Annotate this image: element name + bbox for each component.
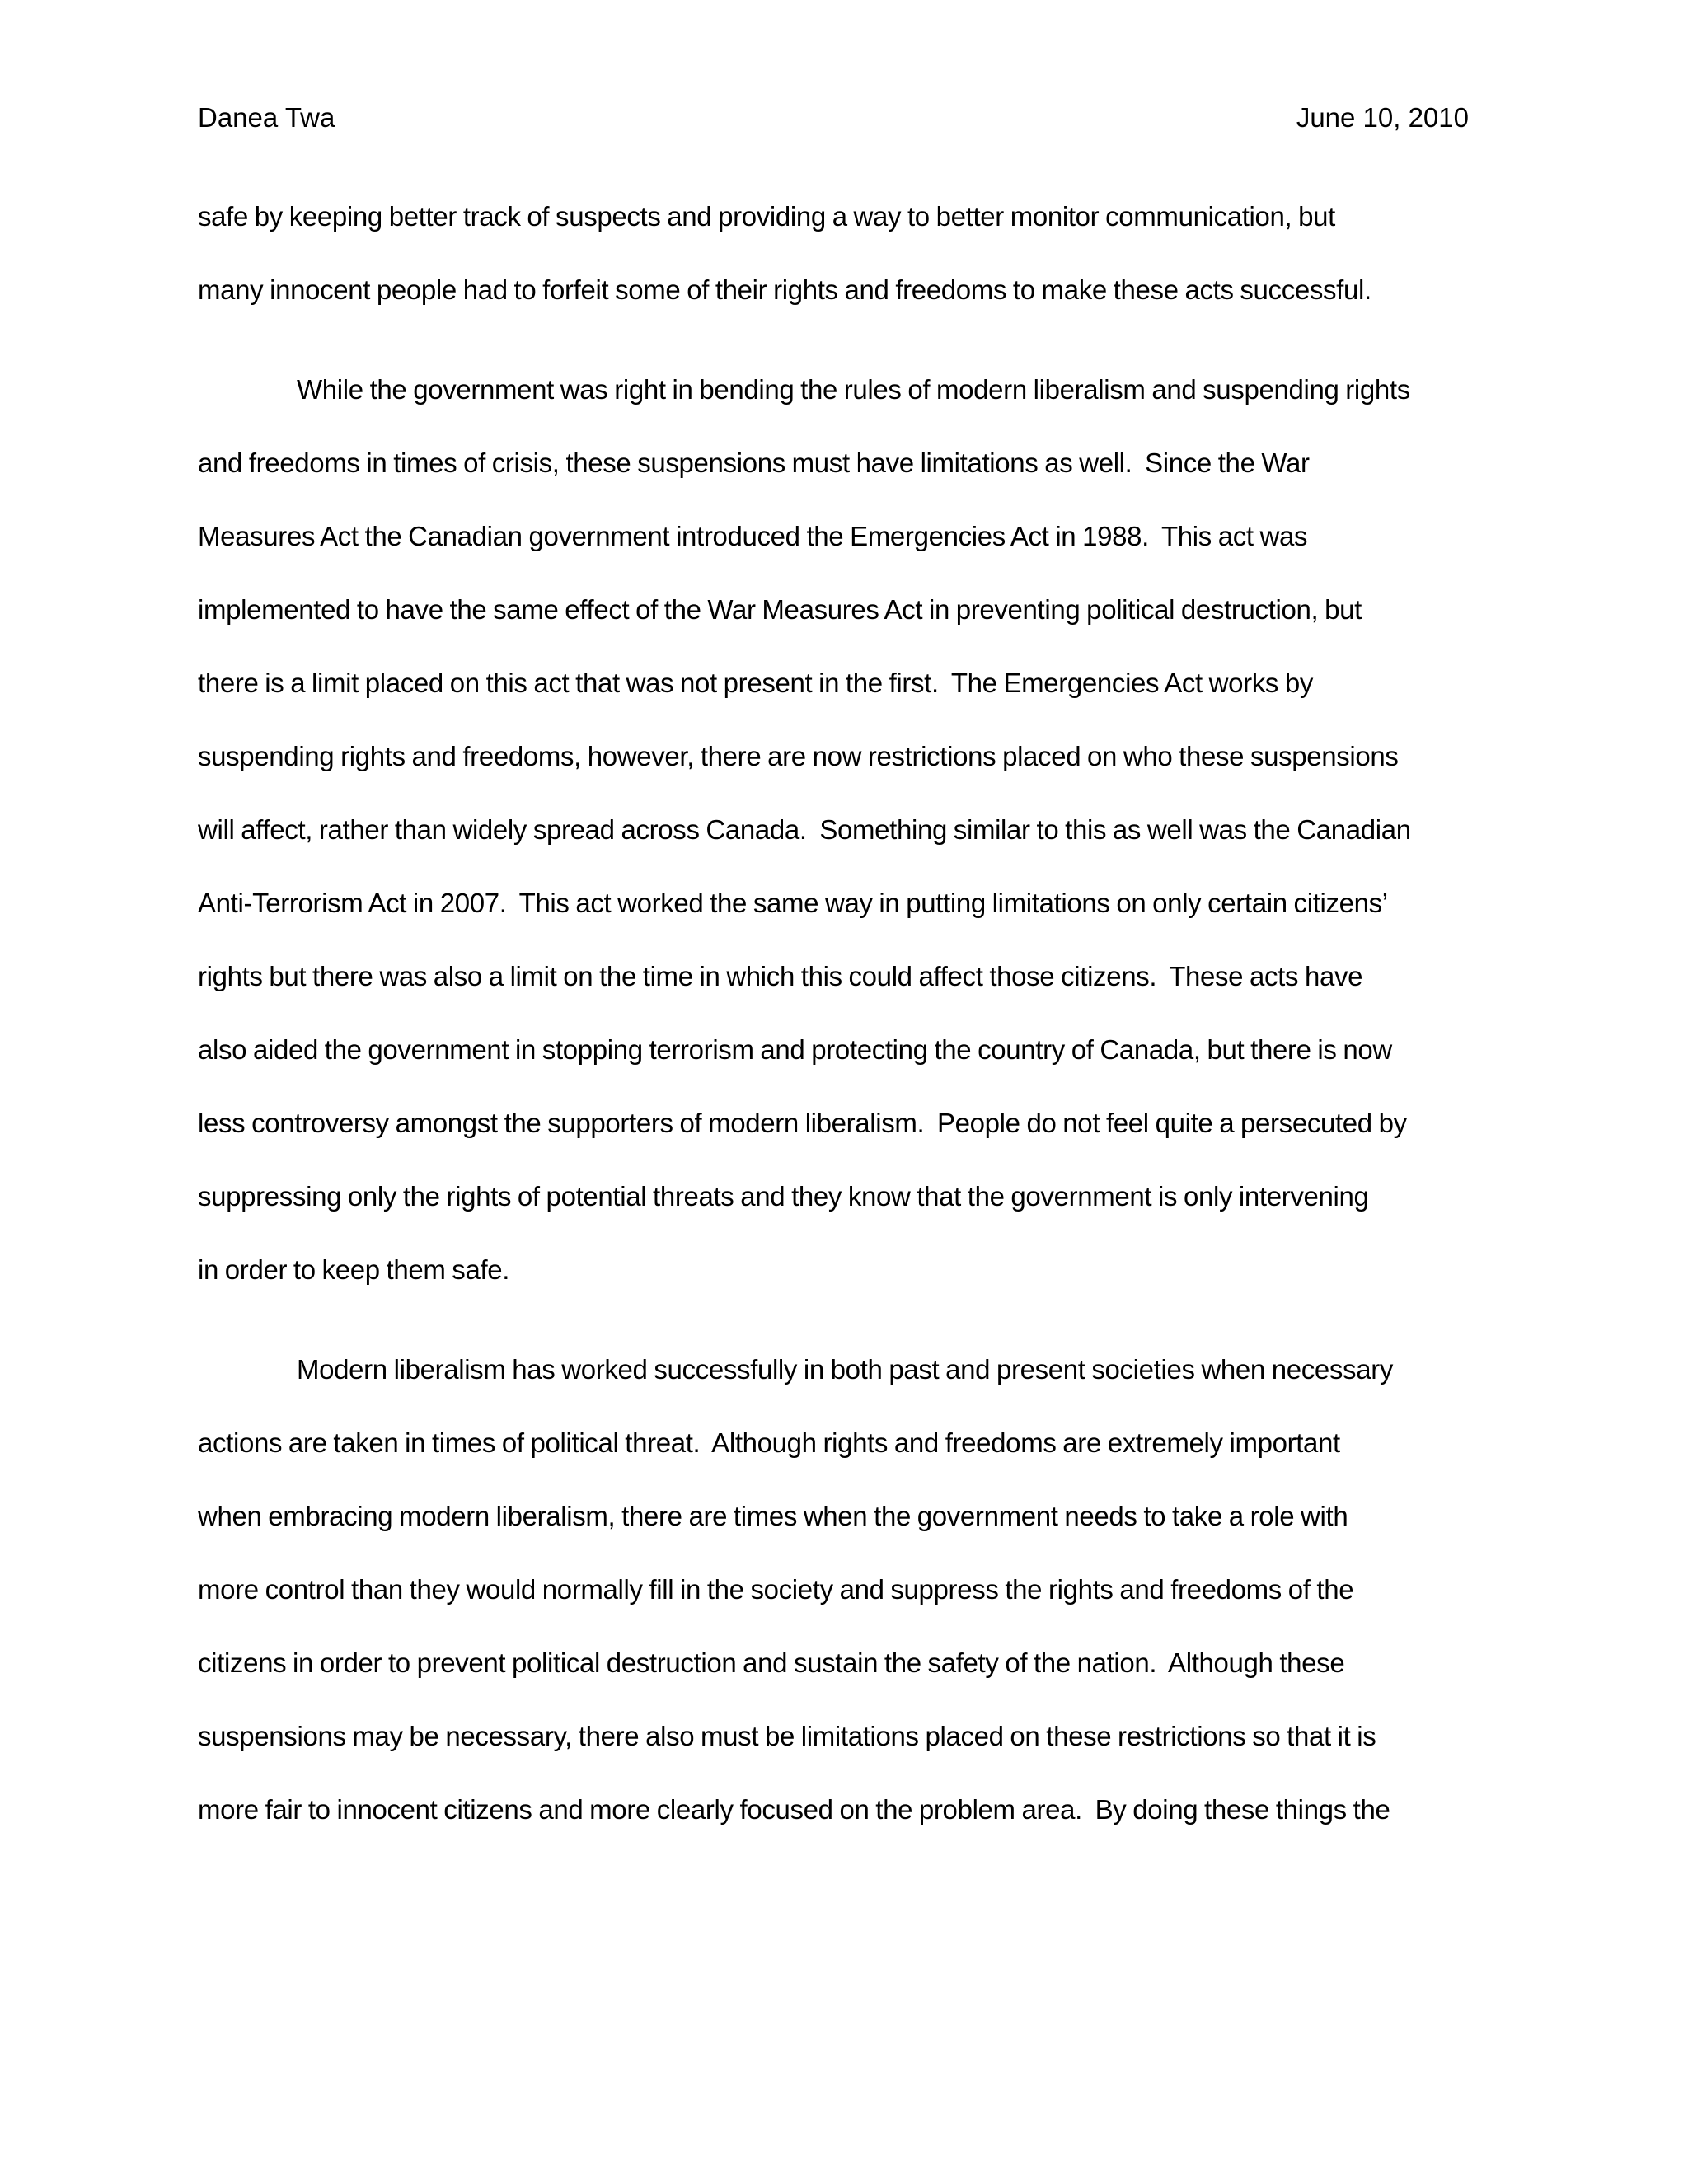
paragraph-1 xyxy=(198,196,1500,343)
document-date: June 10, 2010 xyxy=(1296,102,1469,133)
text-line: Modern liberalism has worked successfully in both past and present societies when necessary xyxy=(297,1354,1394,1385)
text-line: citizens in order to prevent political destruction and sustain the safety of the nation. Although these xyxy=(198,1647,1345,1678)
text-line: Measures Act the Canadian government introduced the Emergencies Act in 1988. This act was xyxy=(198,521,1308,551)
text-line: less controversy amongst the supporters of modern liberalism. People do not feel quite a persecuted by xyxy=(198,1108,1407,1138)
author-name: Danea Twa xyxy=(198,102,335,133)
text-line: and freedoms in times of crisis, these suspensions must have limitations as well. Since the War xyxy=(198,448,1310,478)
text-line: many innocent people had to forfeit some of their rights and freedoms to make these acts successful. xyxy=(198,274,1372,305)
paragraph-spacer xyxy=(198,343,1500,369)
text-line: Anti-Terrorism Act in 2007. This act worked the same way in putting limitations on only certain citizens’ xyxy=(198,888,1388,918)
text-line: more control than they would normally fill in the society and suppress the rights and freedoms of the xyxy=(198,1574,1354,1605)
text-line: suspending rights and freedoms, however, there are now restrictions placed on who these suspensions xyxy=(198,741,1399,771)
text-line: suppressing only the rights of potential threats and they know that the government is only intervening xyxy=(198,1181,1369,1212)
paragraph-3 xyxy=(198,1349,1500,1863)
paragraph-spacer xyxy=(198,1323,1500,1349)
text-line: when embracing modern liberalism, there are times when the government needs to take a role with xyxy=(198,1501,1348,1531)
text-line: more fair to innocent citizens and more clearly focused on the problem area. By doing these things the xyxy=(198,1794,1390,1825)
paragraph-2 xyxy=(198,369,1500,1323)
text-line: in order to keep them safe. xyxy=(198,1254,510,1285)
text-line: actions are taken in times of political threat. Although rights and freedoms are extremely important xyxy=(198,1427,1340,1458)
text-line: will affect, rather than widely spread across Canada. Something similar to this as well was the Canadian xyxy=(198,814,1411,845)
text-line: rights but there was also a limit on the time in which this could affect those citizens. These acts have xyxy=(198,961,1363,991)
text-line: suspensions may be necessary, there also must be limitations placed on these restrictions so that it is xyxy=(198,1721,1376,1751)
text-line: also aided the government in stopping terrorism and protecting the country of Canada, but there is now xyxy=(198,1034,1392,1065)
text-line: implemented to have the same effect of the War Measures Act in preventing political destruction, but xyxy=(198,594,1362,625)
text-line: there is a limit placed on this act that was not present in the first. The Emergencies Act works by xyxy=(198,668,1314,698)
essay-body xyxy=(198,196,1500,1863)
text-line: While the government was right in bending the rules of modern liberalism and suspending rights xyxy=(297,374,1410,405)
text-line: safe by keeping better track of suspects and providing a way to better monitor communication, but xyxy=(198,201,1335,232)
